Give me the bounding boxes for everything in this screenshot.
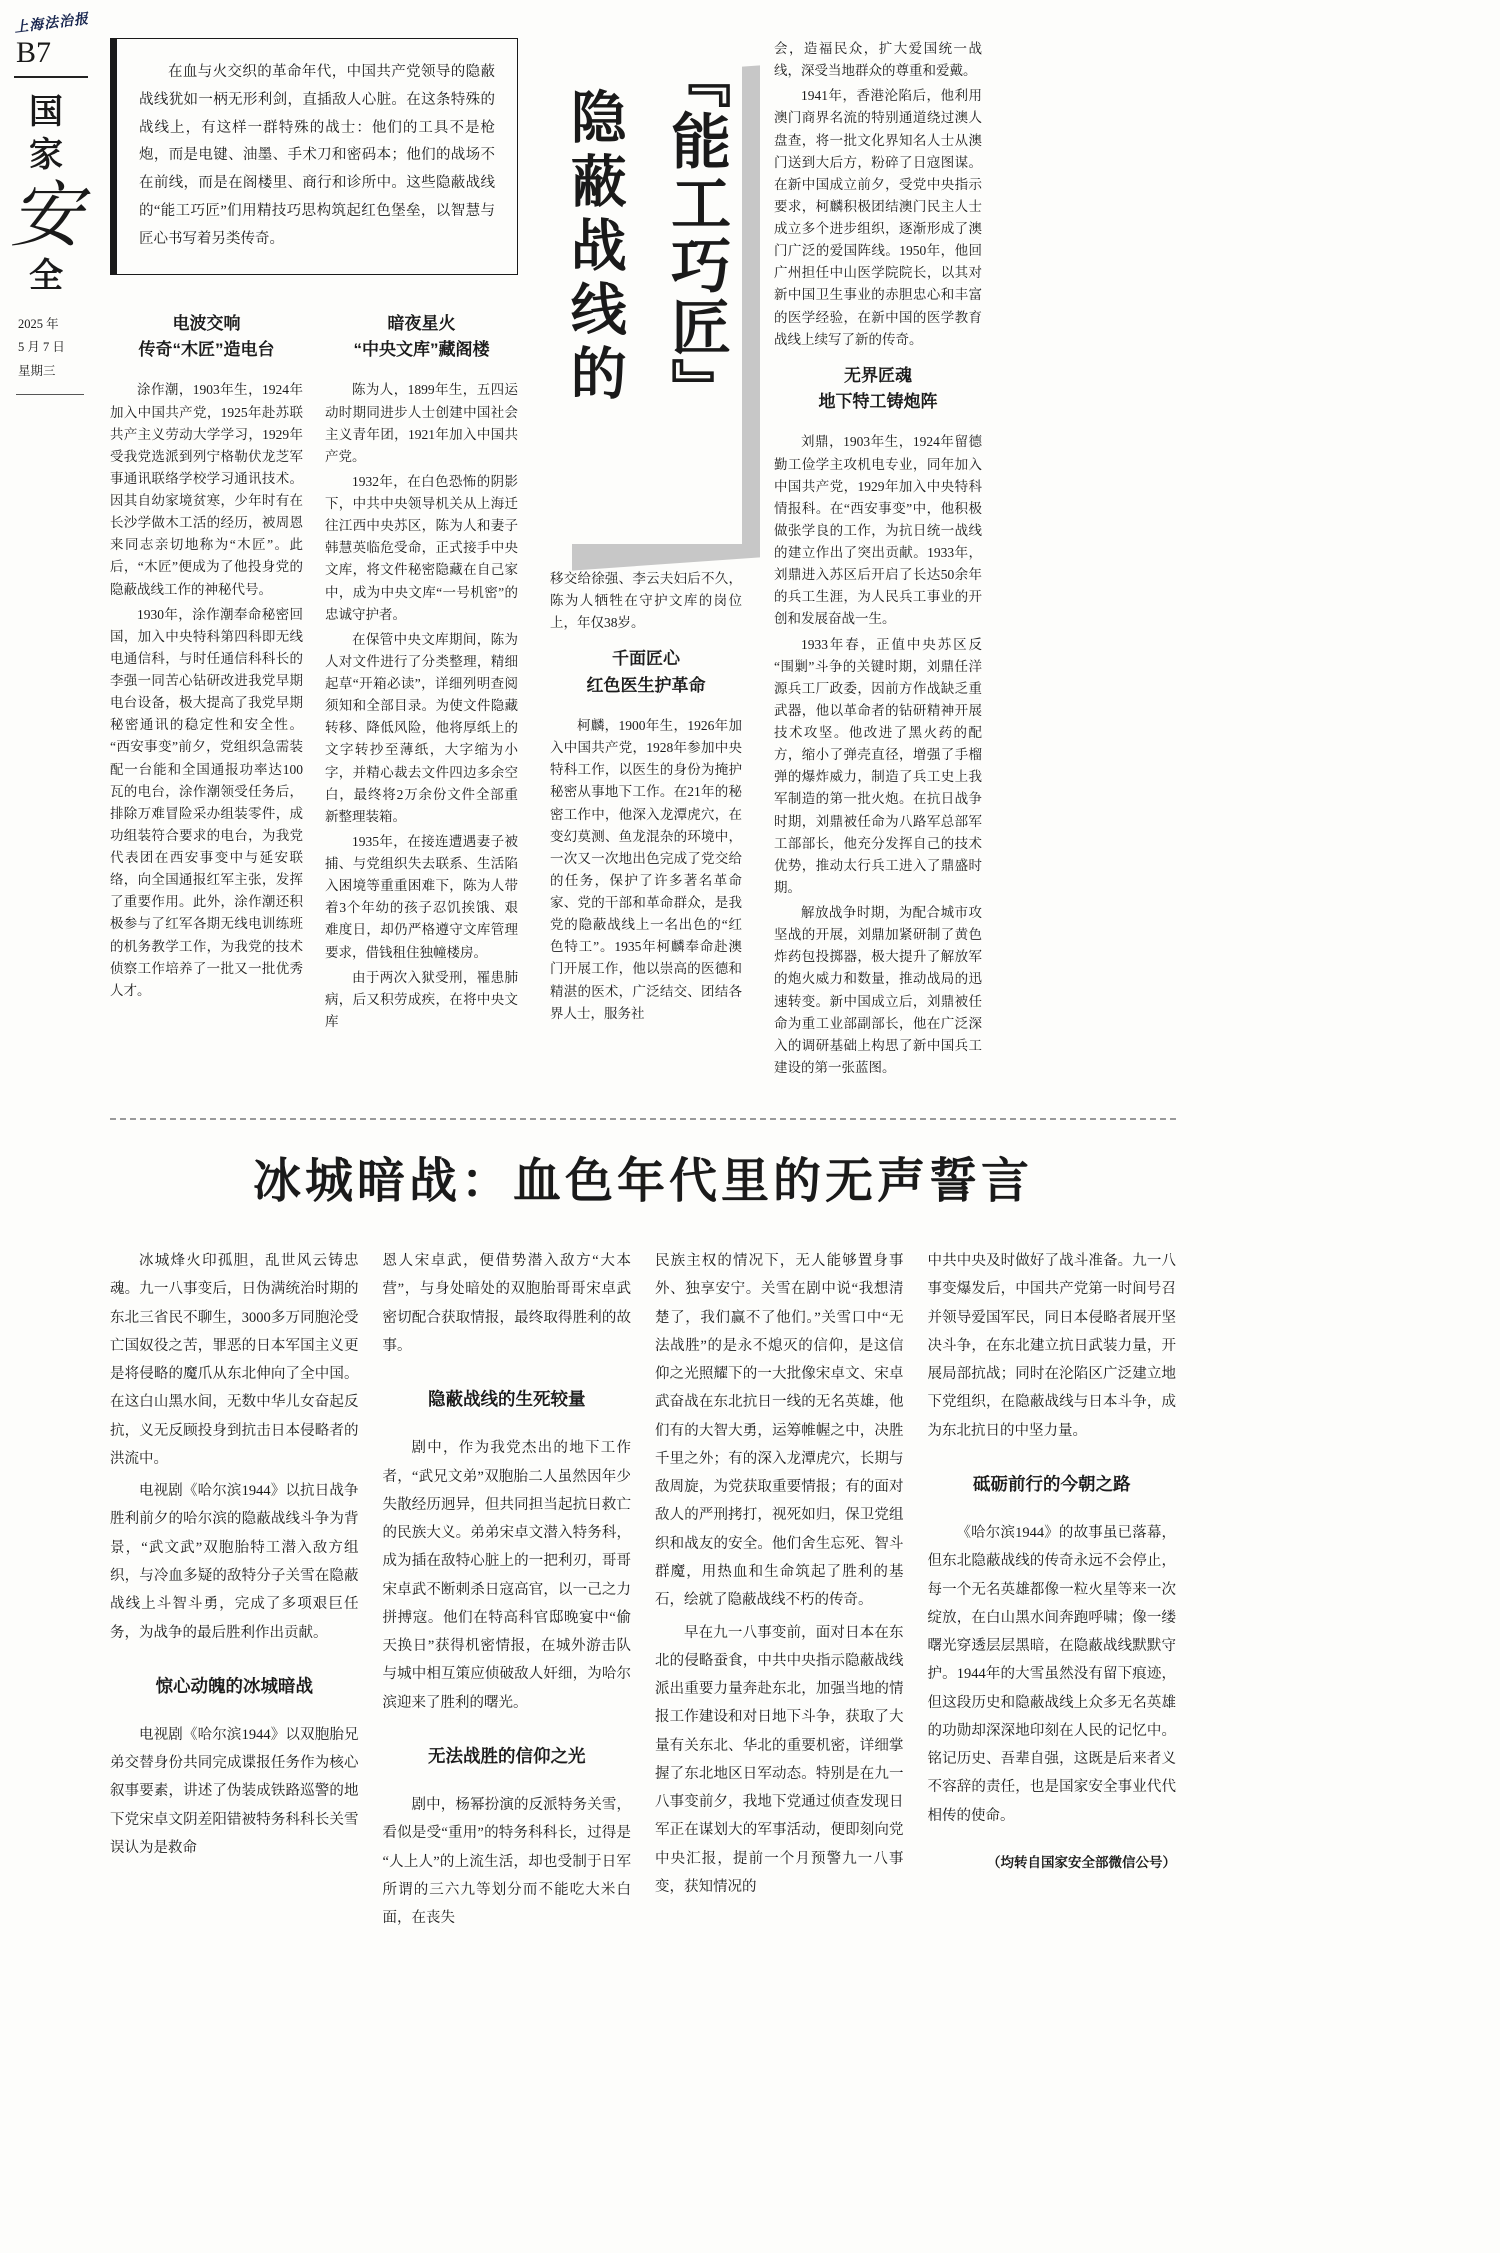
article-title-line2: 传奇“木匠”造电台	[138, 340, 275, 360]
feature-section	[110, 1142, 1176, 1936]
section-divider	[110, 1118, 1176, 1120]
right-column	[774, 38, 982, 1082]
article-title-line2: “中央文库”藏阁楼	[353, 340, 490, 360]
intro-text: 在血与火交织的革命年代，中国共产党领导的隐蔽战线犹如一柄无形利剑，直插敌人心脏。在这条特殊的战线上，有这样一群特殊的战士：他们的工具不是枪炮，而是电键、油墨、手术刀和密码本；他们的战场不在前线，而是在阁楼里、商行和诊所中。这些隐蔽战线的“能工巧匠”们用精技巧思构筑起红色堡垒，以智慧与匠心书写着另类传奇。	[139, 64, 495, 247]
intro-sub-columns	[110, 299, 518, 1036]
feature-paragraph: 冰城烽火印孤胆，乱世风云铸忠魂。九一八事变后，日伪满统治时期的东北三省民不聊生，3000多万同胞沦受亡国奴役之苦，罪恶的日本军国主义更是将侵略的魔爪从东北伸向了全中国。在这白山黑水间，无数中华儿女奋起反抗，义无反顾投身到抗击日本侵略者的洪流中。	[110, 1253, 359, 1467]
article-title-line1: 无界匠魂	[844, 365, 912, 385]
article-title	[110, 311, 303, 364]
article-paragraph-continuation: 会，造福民众，扩大爱国统一战线，深受当地群众的尊重和爱戴。	[774, 41, 982, 79]
page-number: B7	[16, 36, 52, 69]
article-title-line1: 暗夜星火	[387, 313, 456, 333]
article-paragraph: 1932年，在白色恐怖的阴影下，中共中央领导机关从上海迁往江西中央苏区，陈为人和妻子韩慧英临危受命，正式接手中央文库，将文件秘密隐藏在自己家中，成为中央文库“一号机密”的忠诚守护者。	[325, 473, 518, 622]
publication-date	[14, 313, 98, 384]
attribution-note: （均转自国家安全部微信公号）	[987, 1854, 1176, 1870]
page-content	[98, 8, 1500, 2213]
newspaper-logo: 上海法治报	[13, 12, 90, 37]
article-paragraph: 1941年，香港沦陷后，他利用澳门商界名流的特别通道绕过澳人盘查，将一批文化界知名人士从澳门送到大后方，粉碎了日寇图谋。在新中国成立前夕，受党中央指示要求，柯麟积极团结澳门民主人士成立多个进步组织，逐渐形成了澳门广泛的爱国阵线。1950年，他回广州担任中山医学院院长，以其对新中国卫生事业的赤胆忠心和丰富的医学经验，在新中国的医学教育战线上续写了新的传奇。	[774, 88, 982, 347]
article-paragraph: 柯麟，1900年生，1926年加入中国共产党，1928年参加中央特科工作，以医生的身份为掩护秘密从事地下工作。在21年的秘密工作中，他深入龙潭虎穴，在变幻莫测、鱼龙混杂的环境中，一次又一次地出色完成了党交给的任务，保护了许多著名革命家、党的干部和革命群众，是我党的隐蔽战线上一名出色的“红色特工”。1935年柯麟奉命赴澳门开展工作，他以崇高的医德和精湛的医术，广泛结交、团结各界人士，服务社	[550, 718, 742, 1021]
article-paragraph: 在保管中央文库期间，陈为人对文件进行了分类整理，精细起草“开箱必读”，详细列明查阅须知和全部目录。为使文件隐藏转移、降低风险，他将厚纸上的文字转抄至薄纸，大字缩为小字，并精心裁去文件四边多余空白，最终将2万余份文件全部重新整理装箱。	[325, 631, 518, 824]
feature-paragraph: 剧中，杨幂扮演的反派特务关雪，看似是受“重用”的特务科科长，过得是“人上人”的上流生活，却也受制于日军所谓的三六九等划分而不能吃大米白面，在丧失	[382, 1797, 631, 1927]
article-dianbo	[110, 299, 303, 1036]
feature-column-3	[655, 1247, 904, 1905]
article-title-line1: 电波交响	[172, 313, 241, 333]
section-char-calligraphy: 安	[10, 176, 83, 256]
feature-paragraph-continuation: 中共中央及时做好了战斗准备。九一八事变爆发后，中国共产党第一时间号召并领导爱国军民，同日本侵略者展开坚决斗争，在东北建立抗日武装力量，开展局部抗战；同时在沦陷区广泛建立地下党组织，在隐蔽战线与日本斗争，成为东北抗日的中坚力量。	[927, 1253, 1176, 1439]
article-title-line1: 千面匠心	[612, 649, 680, 669]
left-column-block	[110, 38, 518, 1036]
section-title-vertical	[10, 92, 83, 299]
feature-paragraph: 电视剧《哈尔滨1944》以抗日战争胜利前夕的哈尔滨的隐蔽战线斗争为背景，“武文武”双胞胎特工潜入敌方组织，与冷血多疑的敌特分子关雪在隐蔽战线上斗智斗勇，完成了多项艰巨任务，为战争的最后胜利作出贡献。	[110, 1483, 359, 1641]
date-divider	[16, 394, 84, 395]
intro-box	[110, 38, 518, 275]
article-title-line2: 红色医生护革命	[586, 675, 706, 695]
masthead-divider	[14, 76, 88, 78]
article-paragraph-continuation: 移交给徐强、李云夫妇后不久，陈为人牺牲在守护文库的岗位上，年仅38岁。	[550, 571, 742, 631]
feature-paragraph: 电视剧《哈尔滨1944》以双胞胎兄弟交替身份共同完成谍报任务作为核心叙事要素，讲述了伪装成铁路巡警的地下党宋卓文阴差阳错被特务科科长关雪误认为是救命	[110, 1726, 359, 1856]
feature-column-2	[383, 1247, 632, 1936]
date-line: 星期三	[18, 364, 56, 379]
feature-subhead: 无法战胜的信仰之光	[428, 1745, 586, 1766]
main-headline-box	[550, 38, 742, 544]
article-title	[325, 311, 518, 364]
feature-subhead: 砥砺前行的今朝之路	[973, 1473, 1131, 1494]
article-paragraph: 由于两次入狱受刑，罹患肺病，后又积劳成疾，在将中央文库	[325, 969, 518, 1029]
section-char: 家	[29, 136, 63, 174]
section-char: 国	[29, 94, 63, 131]
article-paragraph: 1935年，在接连遭遇妻子被捕、与党组织失去联系、生活陷入困境等重重困难下，陈为人带着3个年幼的孩子忍饥挨饿、艰难度日，却仍严格遵守文库管理要求，借钱租住独幢楼房。	[325, 833, 518, 960]
feature-paragraph-continuation: 民族主权的情况下，无人能够置身事外、独享安宁。关雪在剧中说“我想清楚了，我们赢不了他们。”关雪口中“无法战胜”的是永不熄灭的信仰，是这信仰之光照耀下的一大批像宋卓文、宋卓武奋战在东北抗日一线的无名英雄，他们有的大智大勇，运筹帷幄之中，决胜千里之外；有的深入龙潭虎穴，长期与敌周旋，为党获取重要情报；有的面对敌人的严刑拷打，视死如归，保卫党组织和战友的安全。他们舍生忘死、智斗群魔，用热血和生命筑起了胜利的基石，绘就了隐蔽战线不朽的传奇。	[655, 1253, 904, 1609]
middle-column	[550, 38, 742, 1028]
section-char: 全	[29, 258, 63, 296]
feature-subhead: 隐蔽战线的生死较量	[428, 1389, 586, 1410]
feature-paragraph: 早在九一八事变前，面对日本在东北的侵略蚕食，中共中央指示隐蔽战线派出重要力量奔赴东北，加强当地的情报工作建设和对日地下斗争，获取了大量有关东北、华北的重要机密，详细掌握了东北地区日军动态。特别是在九一八事变前夕，我地下党通过侦查发现日军正在谋划大的军事活动，便即刻向党中央汇报，提前一个月预警九一八事变，获知情况的	[655, 1624, 904, 1895]
top-section	[110, 38, 1500, 1082]
feature-paragraph: 剧中，作为我党杰出的地下工作者，“武兄文弟”双胞胎二人虽然因年少失散经历迥异，但共同担当起抗日救亡的民族大义。弟弟宋卓文潜入特务科，成为插在敌特心脏上的一把利刃，哥哥宋卓武不断刺杀日寇高官，以一己之力拼搏寇。他们在特高科官邸晚宴中“偷天换日”获得机密情报，在城外游击队与城中相互策应侦破敌人奸细，为哈尔滨迎来了胜利的曙光。	[382, 1440, 631, 1711]
article-title	[550, 646, 742, 699]
article-paragraph: 1933年春，正值中央苏区反“围剿”斗争的关键时期，刘鼎任洋源兵工厂政委，因前方作战缺乏重武器，他以革命者的钻研精神开展技术攻坚。他改进了黑火药的配方，缩小了弹壳直径，增强了手榴弹的爆炸威力，制造了兵工史上我军制造的第一批火炮。在抗日战争时期，刘鼎被任命为八路军总部军工部部长，他充分发挥自己的技术优势，推动太行兵工进入了鼎盛时期。	[774, 636, 982, 895]
article-title	[774, 363, 982, 416]
main-headline	[550, 38, 742, 544]
article-paragraph: 刘鼎，1903年生，1924年留德勤工俭学主攻机电专业，同年加入中国共产党，1929年加入中央特科情报科。在“西安事变”中，他积极做张学良的工作，为抗日统一战线的建立作出了突出贡献。1933年，刘鼎进入苏区后开启了长达50余年的兵工生涯，为人民兵工事业的开创和发展奋战一生。	[774, 434, 982, 627]
article-paragraph: 陈为人，1899年生，五四运动时期同进步人士创建中国社会主义青年团，1921年加入中国共产党。	[325, 382, 518, 464]
article-anye	[325, 299, 518, 1036]
feature-column-1	[110, 1247, 359, 1866]
article-title-line2: 地下特工铸炮阵	[818, 392, 938, 412]
feature-column-4	[928, 1247, 1177, 1876]
headline-vertical-left: 隐蔽战线的	[562, 88, 625, 408]
feature-paragraph-continuation: 恩人宋卓武，便借势潜入敌方“大本营”，与身处暗处的双胞胎哥哥宋卓武密切配合获取情报，最终取得胜利的故事。	[382, 1253, 631, 1354]
article-paragraph: 1930年，涂作潮奉命秘密回国，加入中央特科第四科即无线电通信科，与时任通信科科长的李强一同苦心钻研改进我党早期电台设备，极大提高了我党早期秘密通讯的稳定性和安全性。“西安事变”前夕，党组织急需装配一台能和全国通报功率达100瓦的电台，涂作潮领受任务后，排除万难冒险采办组装零件，成功组装符合要求的电台，为我党代表团在西安事变中与延安联络，向全国通报红军主张，发挥了重要作用。此外，涂作潮还积极参与了红军各期无线电训练班的机务教学工作，为我党的技术侦察工作培养了一批又一批优秀人才。	[110, 606, 303, 998]
article-paragraph: 解放战争时期，为配合城市攻坚战的开展，刘鼎加紧研制了黄色炸药包投掷器，极大提升了解放军的炮火威力和数量，推动战局的迅速转变。新中国成立后，刘鼎被任命为重工业部副部长，他在广泛深入的调研基础上构思了新中国兵工建设的第一张蓝图。	[774, 905, 982, 1075]
headline-vertical-right: 『能工巧匠』	[663, 48, 730, 420]
feature-paragraph: 《哈尔滨1944》的故事虽已落幕，但东北隐蔽战线的传奇永远不会停止，每一个无名英雄都像一粒火星等来一次绽放，在白山黑水间奔跑呼啸；像一缕曙光穿透层层黑暗，在隐蔽战线默默守护。1944年的大雪虽然没有留下痕迹，但这段历史和隐蔽战线上众多无名英雄的功勋却深深地印刻在人民的记忆中。铭记历史、吾辈自强，这既是后来者义不容辞的责任，也是国家安全事业代代相传的使命。	[927, 1525, 1176, 1824]
date-line: 5 月 7 日	[18, 340, 65, 355]
feature-columns	[110, 1247, 1176, 1936]
date-line: 2025 年	[18, 316, 59, 331]
article-paragraph: 涂作潮，1903年生，1924年加入中国共产党，1925年赴苏联共产主义劳动大学学习，1929年受我党选派到列宁格勒伏龙芝军事通讯联络学校学习通讯技术。因其自幼家境贫寒，少年时有在长沙学做木工活的经历，被周恩来同志亲切地称为“木匠”。此后，“木匠”便成为了他投身党的隐蔽战线工作的神秘代号。	[110, 382, 303, 597]
feature-headline: 冰城暗战：血色年代里的无声誓言	[252, 1155, 1033, 1209]
feature-subhead: 惊心动魄的冰城暗战	[155, 1675, 313, 1696]
masthead	[10, 8, 98, 2213]
